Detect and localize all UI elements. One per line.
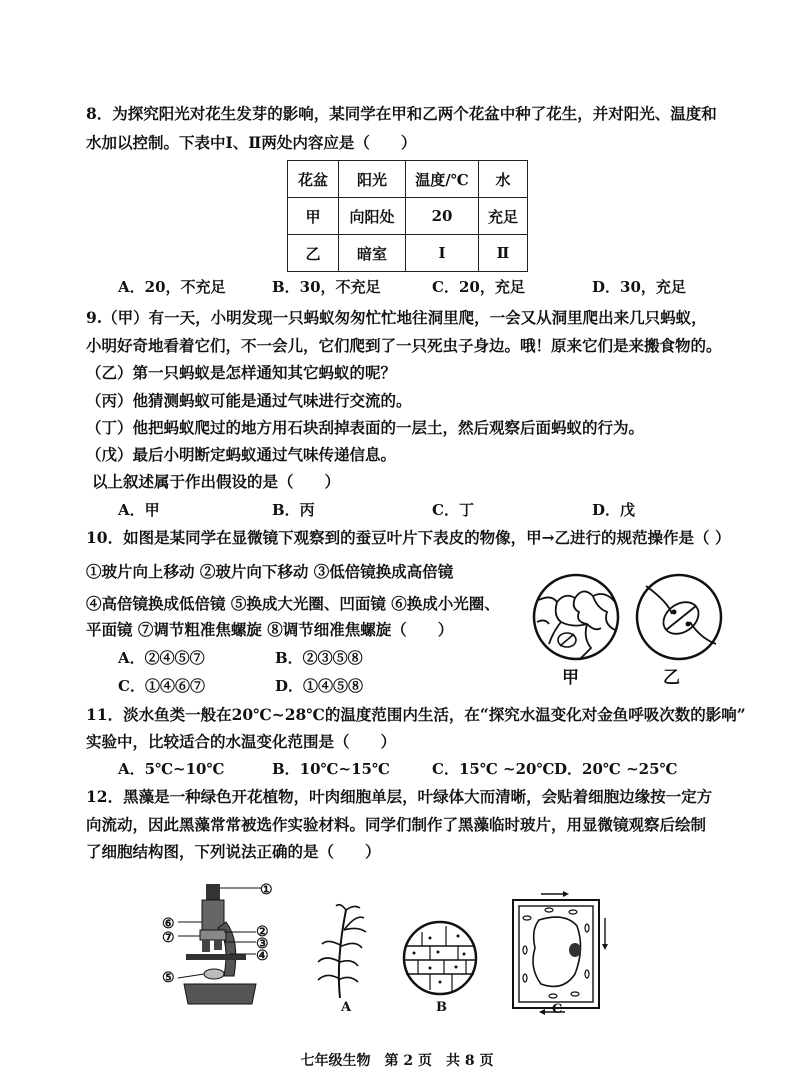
hydrilla-plant-figure (300, 900, 390, 1000)
table-header-cell: 阳光 (339, 161, 406, 198)
q10-option-a: A．②④⑤⑦ (118, 649, 205, 667)
q8-table (287, 160, 528, 272)
q8-option-d: D．30，充足 (592, 278, 686, 296)
table-cell: 向阳处 (339, 198, 406, 235)
table-row (288, 235, 528, 272)
q9-line: 小明好奇地看着它们，不一会儿，它们爬到了一只死虫子身边。哦！原来它们是来搬食物的。 (86, 336, 722, 355)
q9-line: （乙）第一只蚂蚁是怎样通知其它蚂蚁的呢？ (86, 363, 397, 382)
table-header-cell: 水 (479, 161, 528, 198)
field-of-view-yi-figure (634, 572, 724, 662)
q10-stem-line2: ①玻片向上移动 ②玻片向下移动 ③低倍镜换成高倍镜 (86, 562, 454, 581)
q12-line: 向流动，因此黑藻常常被选作实验材料。同学们制作了黑藻临时玻片，用显微镜观察后绘制 (86, 815, 707, 834)
leaf-cells-figure (400, 918, 480, 998)
q12-line: 了细胞结构图，下列说法正确的是（ ） (86, 842, 381, 861)
fig-label-a: A (341, 1000, 352, 1015)
table-cell: 甲 (288, 198, 339, 235)
microscope-label-3: ③ (256, 936, 269, 952)
plant-cell-cyclosis-figure (505, 888, 615, 1013)
q9-line: （丁）他把蚂蚁爬过的地方用石块刮掉表面的一层土，然后观察后面蚂蚁的行为。 (86, 418, 645, 437)
table-header-row (288, 161, 528, 198)
table-cell: 乙 (288, 235, 339, 272)
q12-line: 12．黑藻是一种绿色开花植物，叶肉细胞单层，叶绿体大而清晰，会贴着细胞边缘按一定方 (86, 787, 713, 806)
q9-option-c: C．丁 (432, 501, 474, 519)
q9-option-d: D．戊 (592, 501, 636, 519)
field-of-view-jia-figure (531, 572, 621, 662)
q11-stem-line2: 实验中，比较适合的水温变化范围是（ ） (86, 732, 397, 751)
table-cell: 充足 (479, 198, 528, 235)
table-cell: 20 (406, 198, 479, 235)
q11-option-d: D．20℃ ~25℃ (554, 760, 678, 778)
q10-stem-line4: 平面镜 ⑦调节粗准焦螺旋 ⑧调节细准焦螺旋（ ） (86, 620, 454, 639)
fig-label-b: B (436, 1000, 447, 1015)
q10-option-c: C．①④⑥⑦ (118, 677, 205, 695)
fig-label-jia: 甲 (562, 668, 579, 688)
microscope-label-2: ② (256, 924, 269, 940)
microscope-label-1: ① (260, 882, 273, 898)
microscope-label-4: ④ (256, 948, 269, 964)
q10-option-b: B．②③⑤⑧ (275, 649, 363, 667)
fig-label-yi: 乙 (663, 668, 680, 688)
q9-line: 9.（甲）有一天，小明发现一只蚂蚁匆匆忙忙地往洞里爬，一会又从洞里爬出来几只蚂蚁， (86, 308, 707, 327)
q9-line: 以上叙述属于作出假设的是（ ） (92, 472, 341, 491)
q9-line: （丙）他猜测蚂蚁可能是通过气味进行交流的。 (86, 391, 412, 410)
table-cell: Ⅱ (479, 235, 528, 272)
q9-line: （戊）最后小明断定蚂蚁通过气味传递信息。 (86, 445, 397, 464)
page-footer: 七年级生物 第 2 页 共 8 页 (300, 1053, 494, 1069)
q11-stem-line1: 11．淡水鱼类一般在20℃~28℃的温度范围内生活，在“探究水温变化对金鱼呼吸次数的影响” (86, 705, 746, 724)
q8-option-a: A．20，不充足 (118, 278, 226, 296)
microscope-label-6: ⑥ (162, 916, 175, 932)
q11-option-a: A．5℃~10℃ (118, 760, 225, 778)
q9-option-b: B．丙 (272, 501, 315, 519)
q8-stem-line2: 水加以控制。下表中Ⅰ、Ⅱ两处内容应是（ ） (86, 133, 417, 152)
table-row (288, 198, 528, 235)
q10-stem-line1: 10．如图是某同学在显微镜下观察到的蚕豆叶片下表皮的物像，甲→乙进行的规范操作是（ ） (86, 528, 731, 547)
table-header-cell: 花盆 (288, 161, 339, 198)
fig-label-c: C (552, 1002, 563, 1017)
q10-stem-line3: ④高倍镜换成低倍镜 ⑤换成大光圈、凹面镜 ⑥换成小光圈、 (86, 594, 500, 613)
table-header-cell: 温度/℃ (406, 161, 479, 198)
q9-option-a: A．甲 (118, 501, 160, 519)
q11-option-c: C．15℃ ~20℃ (432, 760, 555, 778)
table-cell: Ⅰ (406, 235, 479, 272)
q11-option-b: B．10℃~15℃ (272, 760, 390, 778)
q8-option-b: B．30，不充足 (272, 278, 381, 296)
q10-option-d: D．①④⑤⑧ (275, 677, 364, 695)
microscope-label-7: ⑦ (162, 930, 175, 946)
table-cell: 暗室 (339, 235, 406, 272)
microscope-label-5: ⑤ (162, 970, 175, 986)
q8-option-c: C．20，充足 (432, 278, 525, 296)
q8-stem-line1: 8．为探究阳光对花生发芽的影响，某同学在甲和乙两个花盆中种了花生，并对阳光、温度和 (86, 104, 717, 123)
